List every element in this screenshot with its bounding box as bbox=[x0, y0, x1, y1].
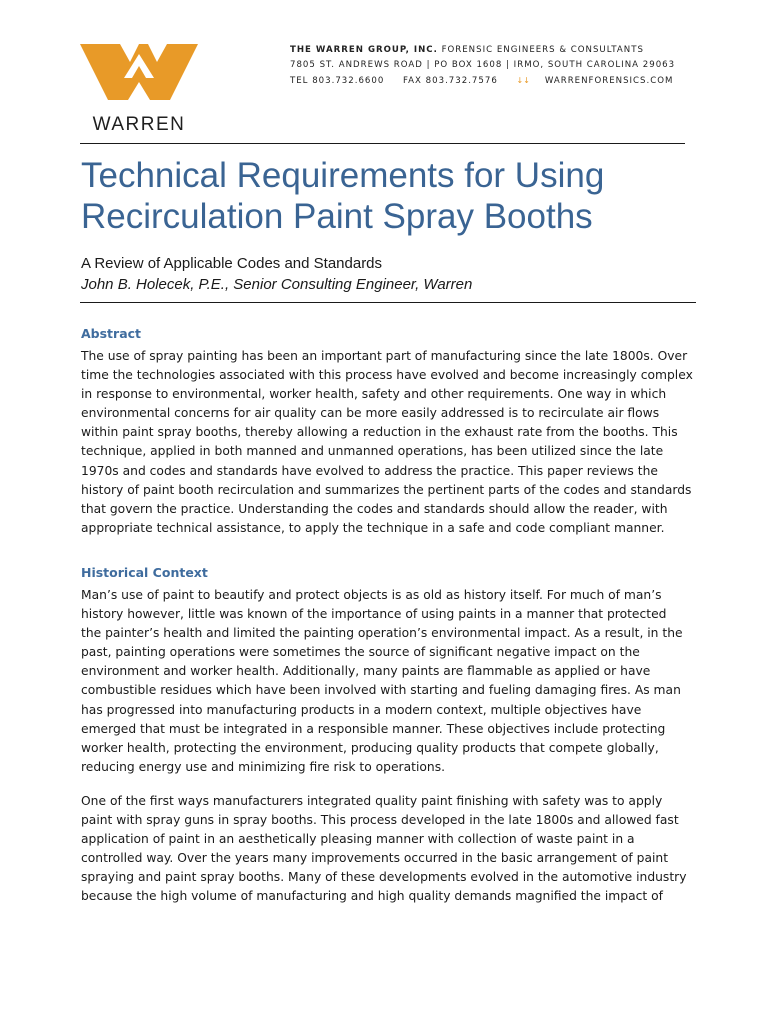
author-line: John B. Holecek, P.E., Senior Consulting Engineer, Warren bbox=[81, 276, 473, 293]
company-address: 7805 ST. ANDREWS ROAD | PO BOX 1608 | IRMO, SOUTH CAROLINA 29063 bbox=[290, 60, 676, 70]
company-contact bbox=[290, 73, 674, 89]
warren-logo bbox=[80, 44, 200, 135]
text-line: time the technologies associated with this process have evolved and become increasingly complex bbox=[81, 368, 693, 383]
historical-paragraph-1 bbox=[81, 586, 691, 777]
text-line: application of paint in an aesthetically pleasing manner with collection of waste paint in a bbox=[81, 832, 635, 847]
text-line: appropriate technical assistance, to apply the technique in a safe and code compliant manner. bbox=[81, 520, 665, 535]
website-link[interactable]: WARRENFORENSICS.COM bbox=[544, 76, 674, 86]
text-line: technique, applied in both manned and unmanned operations, has been utilized since the late bbox=[81, 444, 664, 459]
text-line: One of the first ways manufacturers integrated quality paint finishing with safety was to apply bbox=[81, 794, 663, 808]
text-line: in response to environmental, worker health, safety and other requirements. One way in which bbox=[81, 387, 667, 402]
text-line: the painter’s health and limited the painting operation’s environmental impact. As a result, in the bbox=[81, 626, 683, 641]
text-line: environmental concerns for air quality can be more easily addressed is to recirculate air flows bbox=[81, 406, 660, 421]
company-description: FORENSIC ENGINEERS & CONSULTANTS bbox=[441, 45, 644, 55]
header-divider bbox=[80, 143, 685, 144]
fax: FAX 803.732.7576 bbox=[403, 76, 498, 86]
text-line: past, painting operations were sometimes the source of significant negative impact on the bbox=[81, 645, 640, 660]
historical-paragraph-2 bbox=[81, 792, 691, 907]
abstract-heading: Abstract bbox=[81, 326, 142, 341]
document-title: Technical Requirements for Using Recirculation Paint Spray Booths bbox=[81, 156, 605, 236]
text-line: has progressed into manufacturing products in a modern context, multiple objectives have bbox=[81, 702, 642, 717]
text-line: that govern the practice. Understanding the codes and standards should allow the reader, with bbox=[81, 501, 668, 516]
text-line: history however, little was known of the importance of using paints in a manner that protected bbox=[81, 607, 667, 622]
text-line: spraying and paint spray booths. Many of these developments evolved in the automotive industry bbox=[81, 870, 687, 885]
company-name: THE WARREN GROUP, INC. bbox=[290, 45, 438, 55]
text-line: reducing energy use and minimizing fire risk to operations. bbox=[81, 759, 446, 774]
warren-w-mark-icon bbox=[80, 44, 198, 102]
text-line: history of paint booth recirculation and summarizes the pertinent parts of the codes and standards bbox=[81, 482, 692, 497]
text-line: combustible residues which have been involved with starting and fueling damaging fires. As man bbox=[81, 683, 681, 698]
document-subtitle: A Review of Applicable Codes and Standards bbox=[81, 255, 383, 272]
down-arrows-icon: ↓↓ bbox=[516, 76, 530, 85]
text-line: Man’s use of paint to beautify and protect objects is as old as history itself. For much of man’s bbox=[81, 588, 662, 602]
text-line: environment and worker health. Additionally, many paints are flammable as applied or have bbox=[81, 664, 651, 679]
company-line bbox=[290, 43, 670, 58]
text-line: paint with spray guns in spray booths. This process developed in the late 1800s and allowed fast bbox=[81, 813, 679, 828]
text-line: 1970s and codes and standards have evolved to address the practice. This paper reviews the bbox=[81, 463, 658, 478]
text-line: because the high volume of manufacturing and high quality demands magnified the impact of bbox=[81, 889, 663, 904]
text-line: The use of spray painting has been an important part of manufacturing since the late 1800s. Over bbox=[81, 349, 688, 363]
telephone: TEL 803.732.6600 bbox=[290, 76, 385, 86]
historical-context-heading: Historical Context bbox=[81, 565, 208, 580]
logo-wordmark: WARREN bbox=[92, 114, 186, 135]
text-line: controlled way. Over the years many improvements occurred in the basic arrangement of paint bbox=[81, 851, 669, 866]
text-line: worker health, protecting the environment, producing quality products that compete globally, bbox=[81, 740, 659, 755]
text-line: emerged that must be integrated in a responsible manner. These objectives include protecting bbox=[81, 721, 666, 736]
company-info bbox=[290, 43, 676, 89]
title-divider bbox=[80, 302, 696, 303]
abstract-paragraph bbox=[81, 347, 691, 538]
text-line: within paint spray booths, thereby allowing a reduction in the exhaust rate from the booths. This bbox=[81, 425, 678, 440]
